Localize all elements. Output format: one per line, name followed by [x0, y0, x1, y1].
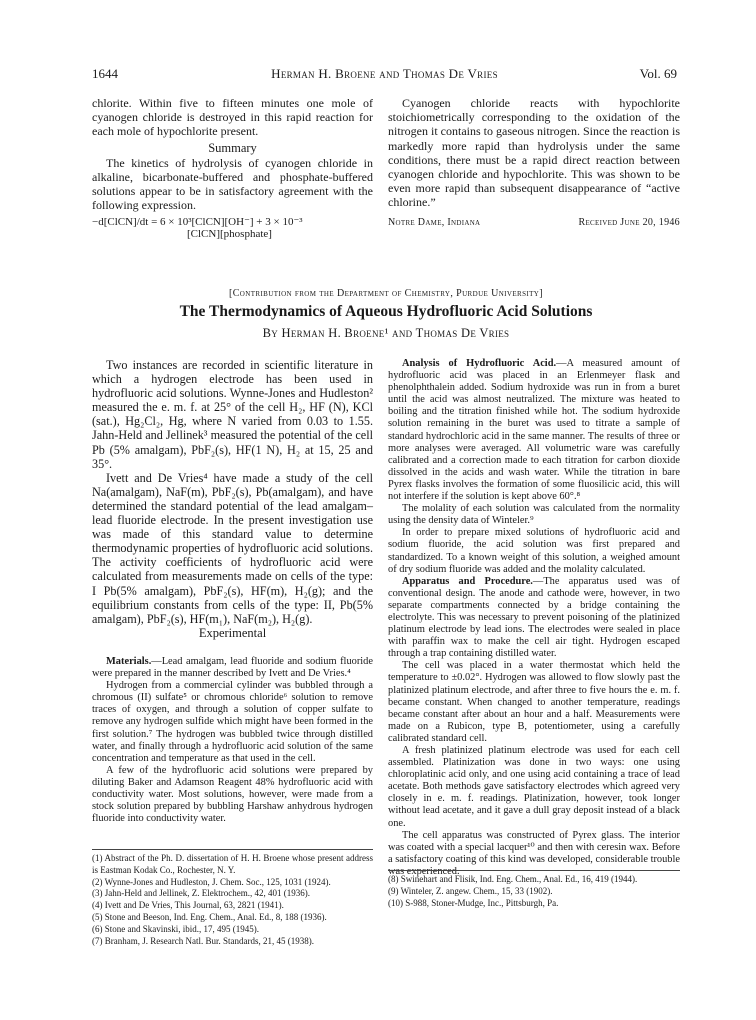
- equation-line-2: [ClCN][phosphate]: [187, 228, 272, 241]
- page-header: [92, 66, 677, 86]
- summary-heading: Summary: [208, 140, 257, 155]
- experimental-left: [92, 656, 373, 825]
- solutions-paragraph: A few of the hydrofluoric acid solutions were prepared by diluting Baker and Adamson Reagent 48% hydrofluoric acid with conductivity water. Most solutions, however, were made from a stock solution prepared by bubbling Harshaw anhydrous hydrogen fluoride into conductivity water.: [92, 764, 373, 825]
- previous-article-right-column: [388, 96, 680, 230]
- signature-line: [388, 216, 680, 230]
- summary-text: The kinetics of hydrolysis of cyanogen chloride in alkaline, bicarbonate-buffered and phosphate-buffered solutions appear to be in satisfactory agreement with the following expression.: [92, 155, 373, 213]
- intro-paragraph-2: Ivett and De Vries⁴ have made a study of the cell Na(amalgam), NaF(m), PbF₂(s), Pb(amalgam), and have determined the standard potential of the lead amalgam–lead fluoride electrode. In the present investigation use was made of this standard value to determine thermodynamic properties of hydrofluoric acid solutions. The activity coefficients of hydrofluoric acid were calculated from measurements made on cells of the type: I Pb(5% amalgam), PbF₂(s), HF(m), H₂(g); and the equilibrium constants from cells of the type: II, Pb(5% amalgam), PbF₂(s), HF(m₁), NaF(m₂), H₂(g).: [92, 470, 373, 626]
- molality-paragraph: The molality of each solution was calculated from the normality using the density data of Winteler.⁹: [388, 503, 680, 527]
- previous-article-paragraph: chlorite. Within five to fifteen minutes one mole of cyanogen chloride is destroyed in this rapid reaction for each mole of hypochlorite present.: [92, 96, 373, 139]
- apparatus-text: —The apparatus used was of conventional design. The anode and cathode were, however, in two separate compartments connected by a bridge containing the electrolyte. This was necessary to prevent poisoning of the platinized platinum electrode by lead ions. The electrodes were sealed in place with paraffin wax to make the cell air tight. Hydrogen escaped through a trap containing distilled water.: [388, 575, 680, 660]
- volume-label: Vol. 69: [639, 66, 677, 81]
- materials-text: —Lead amalgam, lead fluoride and sodium fluoride were prepared in the manner described by Ivett and De Vries.⁴: [92, 656, 373, 680]
- analysis-paragraph: [388, 358, 680, 503]
- apparatus-run-in-head: Apparatus and Procedure.: [402, 575, 533, 587]
- conclusion-paragraph: Cyanogen chloride reacts with hypochlorite stoichiometrically corresponding to the oxidation of the nitrogen it contains to gaseous nitrogen. Since the reaction is markedly more rapid than hydrolysis under the same conditions, there must be a rapid direct reaction between cyanogen chloride and hypochlorite. This was shown to be even more rapid than subsequent disappearance of “active chlorine.”: [388, 96, 680, 210]
- equation-line-1: −d[ClCN]/dt = 6 × 10³[ClCN][OH⁻] + 3 × 10⁻³: [92, 215, 303, 228]
- footnotes-right: [388, 870, 680, 909]
- materials-paragraph: [92, 656, 373, 680]
- introduction: [92, 358, 373, 640]
- footnote: (6) Stone and Skavinski, ibid., 17, 495 (1945).: [92, 923, 259, 934]
- apparatus-paragraph: [388, 576, 680, 661]
- analysis-text: —A measured amount of hydrofluoric acid was placed in an Erlenmeyer flask and phenolphthalein added. Sodium hydroxide was run in from a buret until the acid was almost neutralized. The mixture was heated to boiling and the titration finished while hot. The sodium hydroxide solution remaining in the buret was used to titrate a sample of standard hydrochloric acid in the same manner. The results of three or more analyses were averaged. All volumetric ware was carefully calibrated and a correction made to each titration for carbon dioxide dissolved in the acids and wash water. While the titration in bare Pyrex flasks involves the formation of some fluosilicic acid, this will not interfere if the solution is kept above 60°.⁸: [388, 358, 680, 503]
- footnote: (3) Jahn-Held and Jellinek, Z. Elektrochem., 42, 401 (1936).: [92, 888, 310, 899]
- experimental-heading: Experimental: [198, 625, 267, 640]
- running-title: Herman H. Broene and Thomas De Vries: [271, 66, 498, 81]
- author-location: Notre Dame, Indiana: [388, 216, 481, 228]
- page-number: 1644: [92, 66, 118, 81]
- article-title: The Thermodynamics of Aqueous Hydrofluoric Acid Solutions: [179, 303, 593, 320]
- contribution-line: [Contribution from the Department of Chemistry, Purdue University]: [228, 288, 543, 299]
- intro-paragraph-1: Two instances are recorded in scientific literature in which a hydrogen electrode has been used in hydrofluoric acid solutions. Wynne-Jones and Hudleston² measured the e. m. f. at 25° of the cell H₂, HF (N), KCl (sat.), Hg₂Cl₂, Hg, where N varied from 0.03 to 1.55. Jahn-Held and Jellinek³ measured the potential of the cell Pb (5% amalgam), PbF₂(s), HF(1 N), H₂ at 15, 25 and 35°.: [92, 358, 373, 471]
- footnote: (2) Wynne-Jones and Hudleston, J. Chem. Soc., 125, 1031 (1924).: [92, 876, 331, 887]
- received-date: Received June 20, 1946: [578, 216, 680, 228]
- materials-run-in-head: Materials.: [106, 656, 152, 667]
- footnote: (8) Swinehart and Flisik, Ind. Eng. Chem., Anal. Ed., 16, 419 (1944).: [388, 874, 638, 884]
- footnote: (4) Ivett and De Vries, This Journal, 63, 2821 (1941).: [92, 900, 284, 911]
- byline: By Herman H. Broene¹ and Thomas De Vries: [262, 326, 510, 340]
- experimental-right: [388, 358, 680, 878]
- previous-article-left-column: [92, 96, 373, 241]
- footnote: (7) Branham, J. Research Natl. Bur. Standards, 21, 45 (1938).: [92, 935, 314, 946]
- footnote: (10) S-988, Stoner-Mudge, Inc., Pittsburgh, Pa.: [388, 897, 559, 908]
- platinized-paragraph: A fresh platinized platinum electrode was used for each cell assembled. Platinization was done in two ways: one using chloroplatinic acid only, and one using acid containing a trace of lead acetate. Both methods gave satisfactory electrodes which agreed very closely in e. m. f. readings. Platinization, however, took longer without lead acetate, and it gave a dull gray deposit instead of a black one.: [388, 745, 680, 829]
- footnotes-left: [92, 849, 373, 947]
- footnote: (5) Stone and Beeson, Ind. Eng. Chem., Anal. Ed., 8, 188 (1936).: [92, 911, 327, 922]
- mixed-solutions-paragraph: In order to prepare mixed solutions of hydrofluoric acid and sodium fluoride, the acid solution was first prepared and standardized. To a known weight of this solution, a weighed amount of dry sodium fluoride was added and the molality calculated.: [388, 527, 680, 575]
- analysis-run-in-head: Analysis of Hydrofluoric Acid.: [402, 358, 557, 369]
- footnote: (9) Winteler, Z. angew. Chem., 15, 33 (1902).: [388, 885, 553, 896]
- pyrex-paragraph: The cell apparatus was constructed of Pyrex glass. The interior was coated with a special lacquer¹⁰ and then with ceresin wax. Before a satisfactory coating of this kind was developed, considerable trouble was experienced.: [388, 829, 681, 877]
- footnote: (1) Abstract of the Ph. D. dissertation of H. H. Broene whose present address is Eastman Kodak Co., Rochester, N. Y.: [92, 853, 373, 875]
- rate-equation: [92, 216, 373, 241]
- thermostat-paragraph: The cell was placed in a water thermostat which held the temperature to ±0.02°. Hydrogen was allowed to flow slowly past the platinized platinum electrode, and after three to five hours the e. m. f. became constant. When changed to another temperature, readings became constant after about an hour and a half. Measurements were made on a Rubicon, type B, potentiometer, using a carefully calibrated standard cell.: [388, 660, 680, 744]
- hydrogen-paragraph: Hydrogen from a commercial cylinder was bubbled through a chromous (II) sulfate⁵ or chromous chloride⁶ solution to remove traces of oxygen, and through a solution of copper sulfate to remove any hydrogen sulfide which might have been formed in the first solution.⁷ The hydrogen was bubbled twice through distilled water, and finally through a hydrofluoric acid solution of the same concentration and temperature as that used in the cell.: [92, 680, 373, 764]
